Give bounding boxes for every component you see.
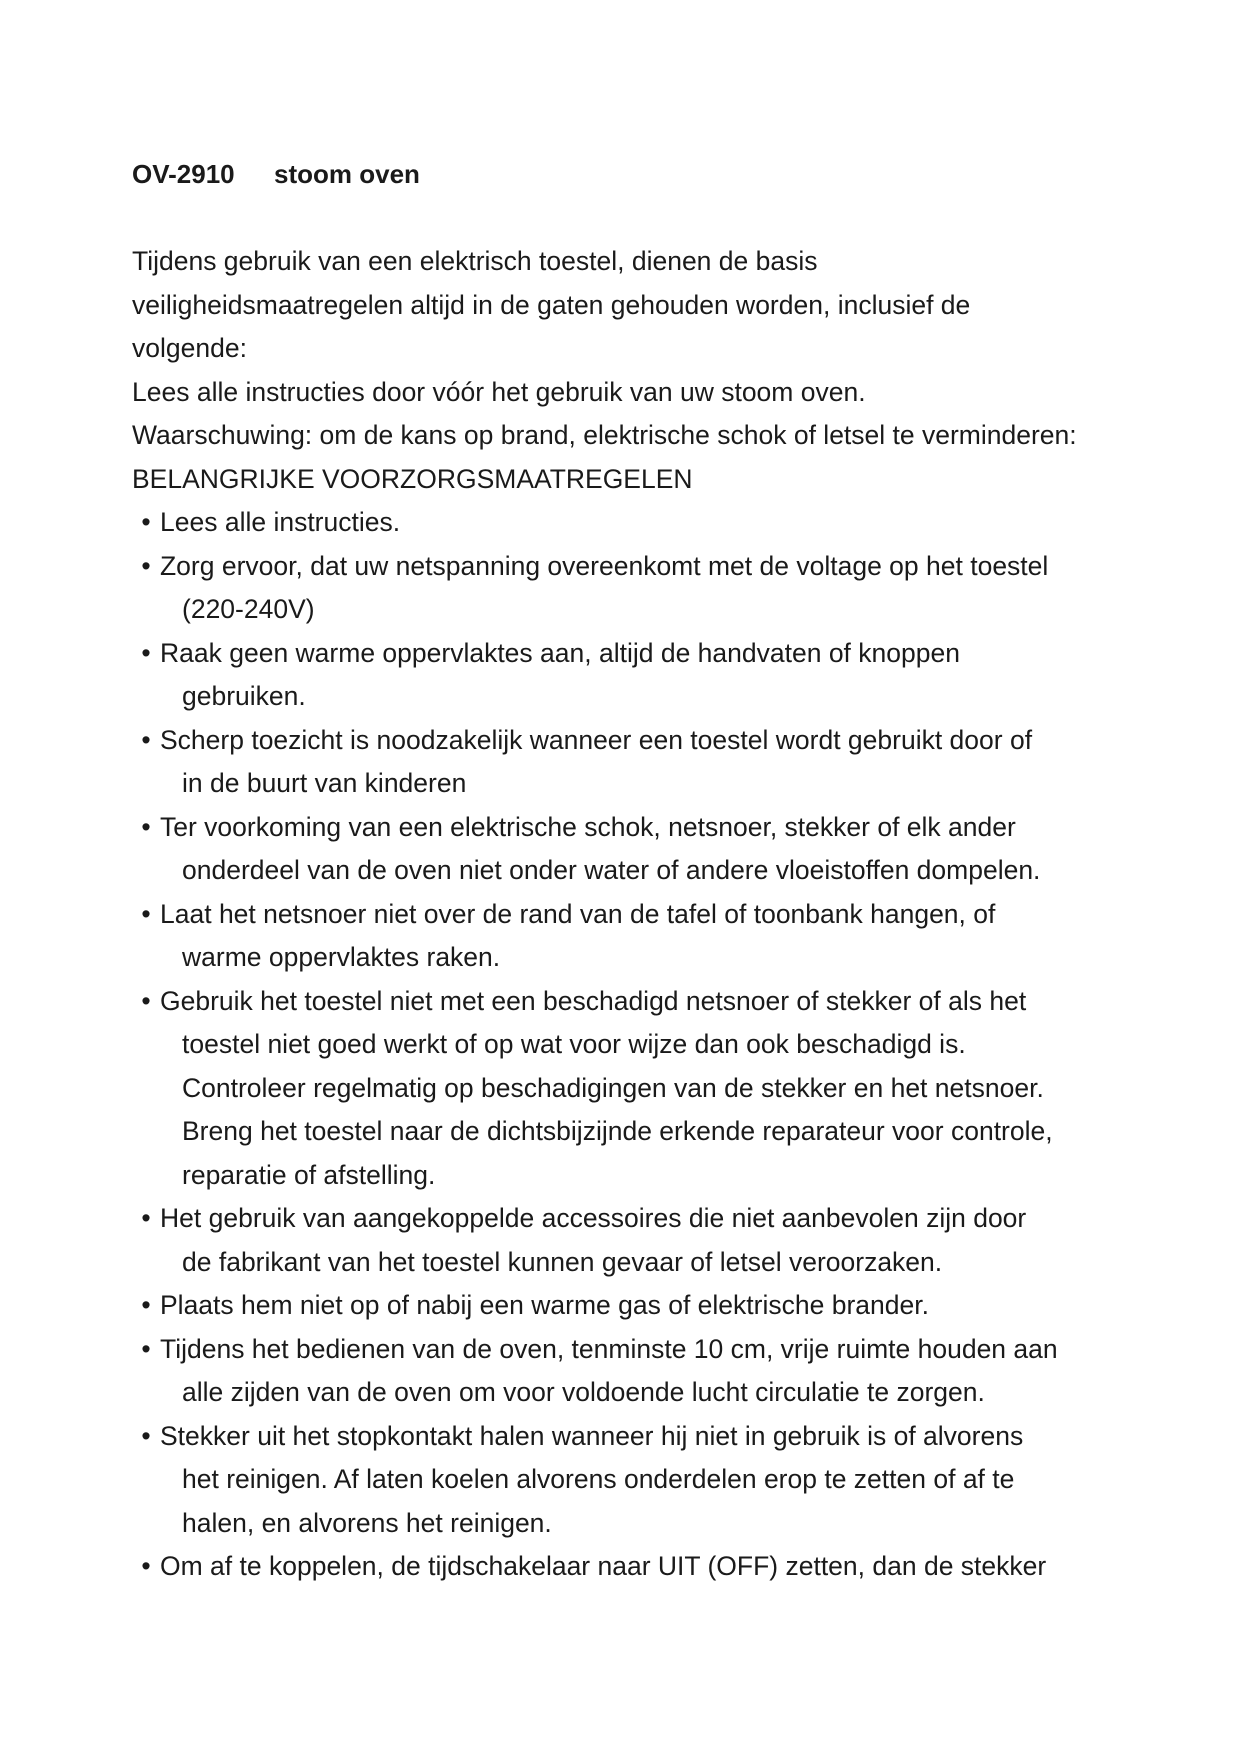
bullet-icon: •: [141, 1551, 151, 1581]
read-instructions-line: Lees alle instructies door vóór het gebruik van uw stoom oven.: [132, 376, 866, 407]
precaution-item: [132, 1284, 1152, 1328]
document-body: [132, 240, 1152, 1589]
warning-line: Waarschuwing: om de kans op brand, elektrische schok of letsel te verminderen:: [132, 420, 1077, 450]
precaution-item: [132, 632, 1152, 719]
intro-line: veiligheidsmaatregelen altijd in de gaten gehouden worden, inclusief de: [132, 289, 971, 320]
precaution-text: Tijdens het bedienen van de oven, tenminste 10 cm, vrije ruimte houden aan: [160, 1333, 1058, 1364]
precaution-item: [132, 1545, 1152, 1589]
precaution-text-continued: in de buurt van kinderen: [182, 768, 467, 798]
precaution-text-continued: (220-240V): [182, 594, 315, 624]
precaution-text: Ter voorkoming van een elektrische schok, netsnoer, stekker of elk ander: [160, 811, 1016, 842]
bullet-icon: •: [141, 1333, 151, 1364]
bullet-icon: •: [141, 637, 151, 668]
bullet-icon: •: [141, 1290, 151, 1320]
precaution-text: Het gebruik van aangekoppelde accessoires die niet aanbevolen zijn door: [160, 1203, 1027, 1233]
precaution-text-continued: reparatie of afstelling.: [182, 1159, 436, 1190]
precaution-text: Plaats hem niet op of nabij een warme gas of elektrische brander.: [160, 1290, 929, 1320]
bullet-icon: •: [141, 1203, 151, 1233]
precaution-text: Scherp toezicht is noodzakelijk wanneer een toestel wordt gebruikt door of: [160, 724, 1033, 755]
precaution-text: Zorg ervoor, dat uw netspanning overeenkomt met de voltage op het toestel: [160, 550, 1049, 581]
precaution-item: [132, 893, 1152, 980]
precaution-text-continued: Breng het toestel naar de dichtsbijzijnde erkende reparateur voor controle,: [182, 1116, 1053, 1146]
bullet-icon: •: [141, 811, 151, 842]
precaution-text-continued: gebruiken.: [182, 681, 306, 711]
bullet-icon: •: [141, 550, 151, 581]
precaution-text: Raak geen warme oppervlaktes aan, altijd de handvaten of knoppen: [160, 637, 960, 668]
precaution-item: [132, 1328, 1152, 1415]
bullet-icon: •: [141, 898, 151, 929]
precaution-item: [132, 1415, 1152, 1546]
precaution-text-continued: de fabrikant van het toestel kunnen gevaar of letsel veroorzaken.: [182, 1246, 943, 1277]
intro-line: Tijdens gebruik van een elektrisch toestel, dienen de basis: [132, 246, 818, 276]
precaution-item: [132, 545, 1152, 632]
bullet-icon: •: [141, 985, 151, 1016]
precaution-item: [132, 806, 1152, 893]
precaution-text: Lees alle instructies.: [160, 507, 401, 537]
bullet-icon: •: [141, 724, 151, 755]
bullet-icon: •: [141, 507, 151, 537]
precaution-text-continued: warme oppervlaktes raken.: [182, 942, 501, 972]
intro-line: volgende:: [132, 333, 247, 363]
precaution-text-continued: Controleer regelmatig op beschadigingen van de stekker en het netsnoer.: [182, 1072, 1044, 1103]
precaution-text: Gebruik het toestel niet met een beschadigd netsnoer of stekker of als het: [160, 985, 1027, 1016]
model-number: OV-2910: [132, 159, 235, 189]
precaution-item: [132, 980, 1152, 1198]
product-title: stoom oven: [274, 159, 420, 189]
precaution-item: [132, 501, 1152, 545]
precautions-heading: BELANGRIJKE VOORZORGSMAATREGELEN: [132, 463, 693, 494]
precaution-text-continued: onderdeel van de oven niet onder water of andere vloeistoffen dompelen.: [182, 855, 1041, 885]
precaution-text-continued: alle zijden van de oven om voor voldoende lucht circulatie te zorgen.: [182, 1377, 985, 1407]
precaution-item: [132, 719, 1152, 806]
precaution-text-continued: halen, en alvorens het reinigen.: [182, 1507, 552, 1538]
bullet-icon: •: [141, 1420, 151, 1451]
precaution-item: [132, 1197, 1152, 1284]
precautions-list: [132, 501, 1152, 1589]
precaution-text: Stekker uit het stopkontakt halen wanneer hij niet in gebruik is of alvorens: [160, 1420, 1024, 1451]
precaution-text: Laat het netsnoer niet over de rand van de tafel of toonbank hangen, of: [160, 898, 996, 929]
document-heading: [132, 156, 420, 192]
precaution-text-continued: toestel niet goed werkt of op wat voor wijze dan ook beschadigd is.: [182, 1029, 966, 1059]
precaution-text-continued: het reinigen. Af laten koelen alvorens onderdelen erop te zetten of af te: [182, 1464, 1015, 1494]
precaution-text: Om af te koppelen, de tijdschakelaar naar UIT (OFF) zetten, dan de stekker: [160, 1551, 1047, 1581]
